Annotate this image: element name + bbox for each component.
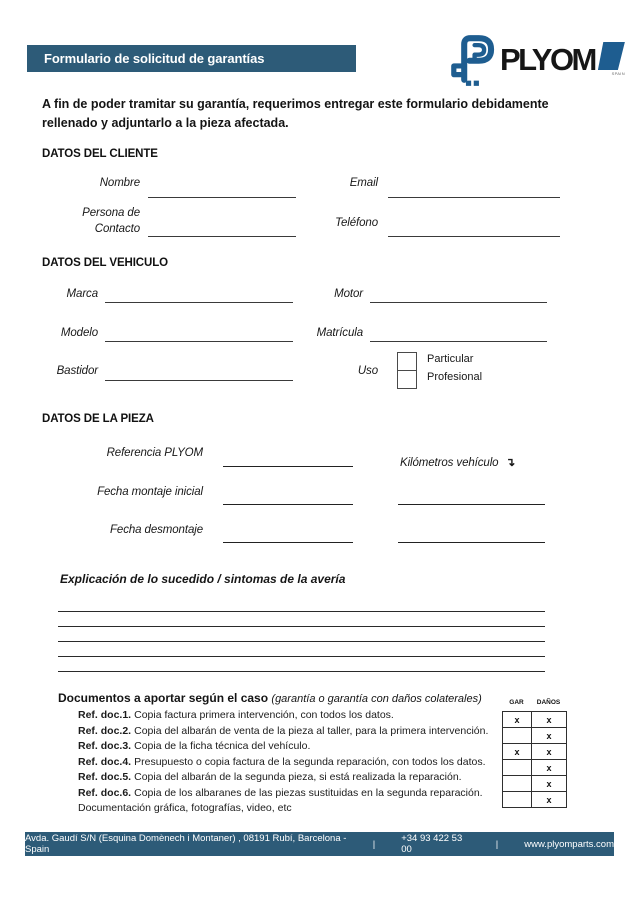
label-matricula: Matrícula [316,327,363,339]
header-bar [27,45,356,72]
label-nombre: Nombre [99,177,140,189]
label-email: Email [349,177,378,189]
corner-down-arrow-icon: ↴ [505,457,516,469]
uso-option-profesional-label: Profesional [427,371,483,383]
column-danos: DAÑOS [536,699,561,706]
mark-cell-r2-gar [503,728,532,744]
explicacion-line-1[interactable] [58,611,545,612]
doc-item-2: Ref. doc.2. Copia del albarán de venta de la pieza al taller, para la primera intervención. [78,724,489,737]
field-line-referencia-plyom[interactable] [223,466,353,467]
mark-cell-r4-gar [503,760,532,776]
footer-address: Avda. Gaudí S/N (Esquina Domènech i Montaner) , 08191 Rubí, Barcelona - Spain [25,833,347,855]
field-line-kilometros-2[interactable] [398,542,545,543]
label-motor: Motor [334,288,363,300]
footer-phone: +34 93 422 53 00 [401,833,463,855]
label-modelo: Modelo [60,327,98,339]
documents-heading [58,691,482,705]
label-bastidor: Bastidor [56,365,98,377]
label-uso: Uso [357,365,378,377]
column-gar: GAR [509,699,524,706]
marks-table-header [502,699,566,706]
doc-item-1: Ref. doc.1. Copia factura primera intervención, con todos los datos. [78,709,394,721]
field-line-matricula[interactable] [370,341,547,342]
mark-cell-r4-danos: x [532,760,567,776]
uso-particular-checkbox[interactable] [397,352,417,370]
label-persona-contacto: Persona de Contacto [82,207,140,235]
doc-item-6: Ref. doc.6. Copia de los albaranes de las piezas sustituidas en la segunda reparación. [78,786,483,799]
mark-cell-r6-gar [503,792,532,808]
page-title: Formulario de solicitud de garantías [44,51,265,66]
mark-cell-r5-danos: x [532,776,567,792]
documents-subtitle: (garantía o garantía con daños colaterales) [271,693,482,705]
mark-cell-r3-gar: x [503,744,532,760]
section-title-pieza: DATOS DE LA PIEZA [42,413,154,425]
label-fecha-desmontaje: Fecha desmontaje [109,524,203,536]
intro-text: A fin de poder tramitar su garantía, requerimos entregar este formulario debidamente rellenado y adjuntarlo a la pieza afectada. [42,97,549,130]
marks-table [502,711,567,808]
section-title-vehiculo: DATOS DEL VEHICULO [42,257,168,269]
mark-cell-r5-gar [503,776,532,792]
explicacion-line-2[interactable] [58,626,545,627]
label-explicacion: Explicación de lo sucedido / sintomas de la avería [60,572,346,586]
label-referencia-plyom: Referencia PLYOM [106,447,203,459]
field-line-email[interactable] [388,197,560,198]
field-line-nombre[interactable] [148,197,296,198]
field-line-fecha-desmontaje[interactable] [223,542,353,543]
logo-country-label: SPAIN [611,71,625,76]
doc-note: Documentación gráfica, fotografías, video, etc [78,802,292,814]
documents-title: Documentos a aportar según el caso [58,691,269,705]
label-kilometros: Kilómetros vehículo ↴ [400,457,516,469]
mark-cell-r1-gar: x [503,712,532,728]
plyom-wordmark: PLYOM [500,41,595,77]
field-line-marca[interactable] [105,302,293,303]
footer-separator-2: | [495,838,499,850]
footer-bar [25,832,614,856]
label-marca: Marca [66,288,98,300]
mark-cell-r6-danos: x [532,792,567,808]
documents-list [78,708,498,817]
field-line-fecha-montaje[interactable] [223,504,353,505]
mark-cell-r1-danos: x [532,712,567,728]
uso-profesional-checkbox[interactable] [397,370,417,388]
explicacion-line-4[interactable] [58,656,545,657]
footer-separator-1: | [372,838,376,850]
field-line-motor[interactable] [370,302,547,303]
mark-cell-r2-danos: x [532,728,567,744]
section-title-cliente: DATOS DEL CLIENTE [42,148,158,160]
plyom-logo [446,28,625,90]
field-line-telefono[interactable] [388,236,560,237]
doc-item-4: Ref. doc.4. Presupuesto o copia factura de la segunda reparación, con todos los datos. [78,755,486,768]
doc-item-3: Ref. doc.3. Copia de la ficha técnica del vehículo. [78,740,311,752]
explicacion-line-3[interactable] [58,641,545,642]
label-telefono: Teléfono [335,217,378,229]
doc-item-5: Ref. doc.5. Copia del albarán de la segunda pieza, si está realizada la reparación. [78,771,462,783]
spain-flag-icon [598,42,625,70]
field-line-bastidor[interactable] [105,380,293,381]
label-fecha-montaje: Fecha montaje inicial [97,486,203,498]
footer-website[interactable]: www.plyomparts.com [524,838,614,850]
mark-cell-r3-danos: x [532,744,567,760]
plyom-monogram-icon [446,29,498,89]
field-line-persona-contacto[interactable] [148,236,296,237]
explicacion-line-5[interactable] [58,671,545,672]
field-line-kilometros[interactable] [398,504,545,505]
uso-option-particular-label: Particular [427,353,474,365]
field-line-modelo[interactable] [105,341,293,342]
